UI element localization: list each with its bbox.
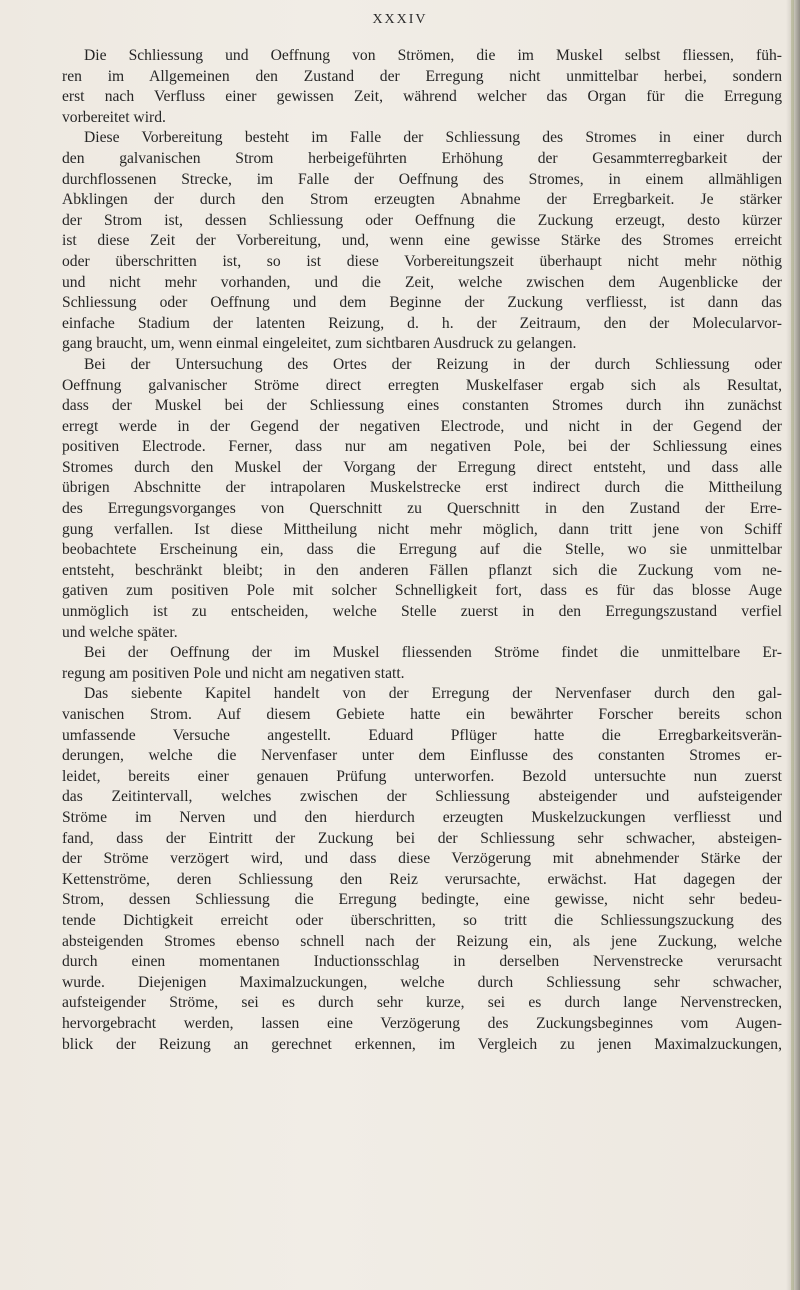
- text-line: Diese Vorbereitung besteht im Falle der Schliessung des Stromes in einer durch: [84, 129, 782, 147]
- text-line: durchflossenen Strecke, im Falle der Oeffnung des Stromes, in einem allmähligen: [62, 170, 782, 188]
- text-line: gung verfallen. Ist diese Mittheilung nicht mehr möglich, dann tritt jene von Schiff: [62, 520, 782, 538]
- text-line: unmöglich ist zu entscheiden, welche Stelle zuerst in den Erregungszustand verfiel: [62, 603, 782, 621]
- text-line: leidet, bereits einer genauen Prüfung unterworfen. Bezold untersuchte nun zuerst: [62, 767, 782, 785]
- text-line: hervorgebracht werden, lassen eine Verzögerung des Zuckungsbeginnes vom Augen-: [62, 1014, 782, 1032]
- text-line: oder überschritten ist, so ist diese Vorbereitungszeit überhaupt nicht mehr nöthig: [62, 252, 782, 270]
- text-line: Die Schliessung und Oeffnung von Strömen, die im Muskel selbst fliessen, füh-: [84, 47, 782, 64]
- text-line: gativen zum positiven Pole mit solcher Schnelligkeit fort, dass es für das blosse Auge: [62, 582, 782, 600]
- text-line: Stromes durch den Muskel der Vorgang der Erregung direct entsteht, und dass alle: [62, 458, 782, 476]
- text-line: beobachtete Erscheinung ein, dass die Erregung auf die Stelle, wo sie unmittelbar: [62, 541, 782, 559]
- text-line: ist diese Zeit der Vorbereitung, und, wenn eine gewisse Stärke des Stromes erreicht: [62, 232, 782, 250]
- text-line: das Zeitintervall, welches zwischen der Schliessung absteigender und aufsteigender: [62, 788, 782, 806]
- text-line: Das siebente Kapitel handelt von der Erregung der Nervenfaser durch den gal-: [84, 685, 782, 703]
- text-line: des Erregungsvorganges von Querschnitt zu Querschnitt in den Zustand der Erre-: [62, 500, 782, 518]
- text-line: Abklingen der durch den Strom erzeugten Abnahme der Erregbarkeit. Je stärker: [62, 191, 782, 209]
- text-line: gang braucht, um, wenn einmal eingeleitet, zum sichtbaren Ausdruck zu gelangen.: [62, 335, 577, 353]
- text-line: einfache Stadium der latenten Reizung, d. h. der Zeitraum, den der Molecularvor-: [62, 314, 782, 332]
- text-line: entsteht, beschränkt bleibt; in den anderen Fällen pflanzt sich die Zuckung vom ne-: [62, 561, 782, 579]
- text-line: vorbereitet wird.: [62, 108, 166, 126]
- text-line: fand, dass der Eintritt der Zuckung bei der Schliessung sehr schwacher, absteigen-: [62, 829, 782, 847]
- text-line: dass der Muskel bei der Schliessung eines constanten Stromes durch ihn zunächst: [62, 397, 782, 415]
- text-line: und nicht mehr vorhanden, und die Zeit, welche zwischen dem Augenblicke der: [62, 273, 782, 291]
- text-line: übrigen Abschnitte der intrapolaren Muskelstrecke erst indirect durch die Mittheilung: [62, 479, 782, 497]
- text-line: tende Dichtigkeit erreicht oder überschritten, so tritt die Schliessungszuckung des: [62, 911, 782, 929]
- text-line: der Ströme verzögert wird, und dass diese Verzögerung mit abnehmender Stärke der: [62, 850, 782, 868]
- text-line: Bei der Oeffnung der im Muskel fliessenden Ströme findet die unmittelbare Er-: [84, 644, 782, 662]
- text-line: blick der Reizung an gerechnet erkennen, im Vergleich zu jenen Maximalzuckungen,: [62, 1035, 782, 1053]
- body-text: [62, 46, 782, 1055]
- text-line: umfassende Versuche angestellt. Eduard Pflüger hatte die Erregbarkeitsverän-: [62, 726, 782, 744]
- text-line: regung am positiven Pole und nicht am negativen statt.: [62, 664, 405, 682]
- text-line: vanischen Strom. Auf diesem Gebiete hatte ein bewährter Forscher bereits schon: [62, 706, 782, 723]
- text-line: Schliessung oder Oeffnung und dem Beginne der Zuckung verfliesst, ist dann das: [62, 294, 782, 312]
- text-line: absteigenden Stromes ebenso schnell nach der Reizung ein, als jene Zuckung, welche: [62, 932, 782, 950]
- text-line: den galvanischen Strom herbeigeführten Erhöhung der Gesammterregbarkeit der: [62, 149, 782, 167]
- text-line: erregt werde in der Gegend der negativen Electrode, und nicht in der Gegend der: [62, 417, 782, 435]
- page-edge-stripe: [791, 0, 794, 1290]
- text-line: Ströme im Nerven und den hierdurch erzeugten Muskelzuckungen verfliesst und: [62, 808, 782, 826]
- text-line: derungen, welche die Nervenfaser unter dem Einflusse des constanten Stromes er-: [62, 747, 782, 765]
- text-line: Strom, dessen Schliessung die Erregung bedingte, eine gewisse, nicht sehr bedeu-: [62, 891, 782, 909]
- text-line: erst nach Verfluss einer gewissen Zeit, während welcher das Organ für die Erregung: [62, 88, 782, 106]
- page-number: XXXIV: [372, 12, 428, 27]
- text-line: der Strom ist, dessen Schliessung oder Oeffnung die Zuckung erzeugt, desto kürzer: [62, 211, 782, 229]
- text-line: Kettenströme, deren Schliessung den Reiz verursachte, erwächst. Hat dagegen der: [62, 870, 782, 888]
- text-line: positiven Electrode. Ferner, dass nur am negativen Pole, bei der Schliessung eines: [62, 438, 782, 456]
- text-line: durch einen momentanen Inductionsschlag in derselben Nervenstrecke verursacht: [62, 953, 782, 971]
- text-line: aufsteigender Ströme, sei es durch sehr kurze, sei es durch lange Nervenstrecken,: [62, 994, 782, 1012]
- text-line: wurde. Diejenigen Maximalzuckungen, welche durch Schliessung sehr schwacher,: [62, 973, 782, 991]
- text-line: Bei der Untersuchung des Ortes der Reizung in der durch Schliessung oder: [84, 355, 782, 373]
- text-line: ren im Allgemeinen den Zustand der Erregung nicht unmittelbar herbei, sondern: [62, 67, 782, 85]
- text-line: Oeffnung galvanischer Ströme direct erregten Muskelfaser ergab sich als Resultat,: [62, 376, 782, 394]
- text-line: und welche später.: [62, 623, 178, 641]
